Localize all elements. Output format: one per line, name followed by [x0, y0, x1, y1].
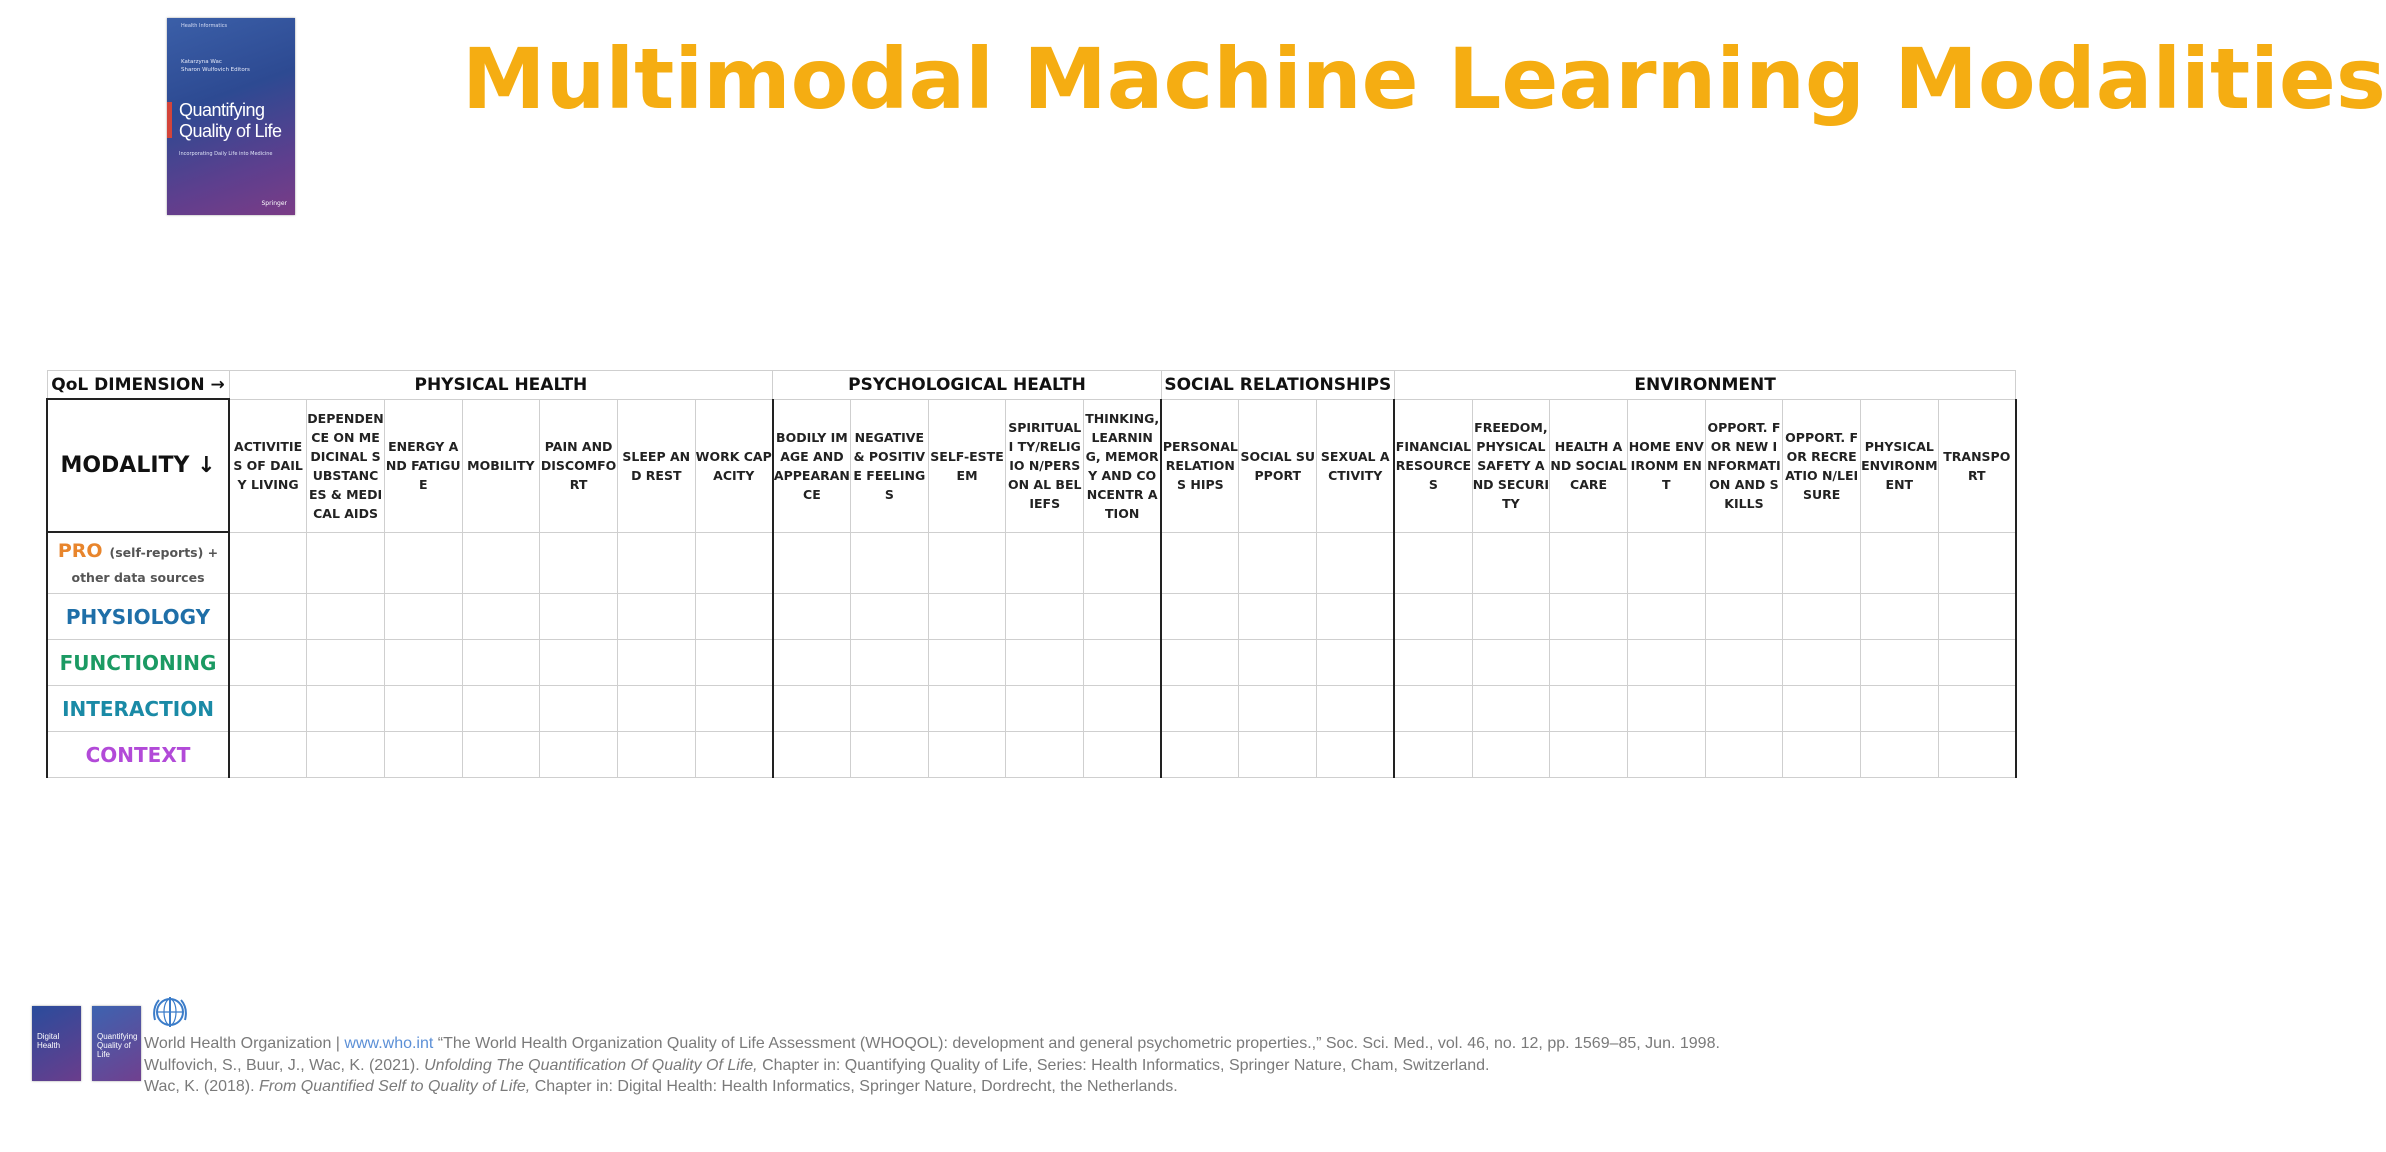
table-cell [1860, 686, 1938, 732]
dimension-column-header: PERSONAL RELATIONS HIPS [1161, 399, 1239, 532]
table-cell [1627, 640, 1705, 686]
table-cell [462, 594, 540, 640]
table-cell [1627, 532, 1705, 594]
table-cell [1006, 686, 1084, 732]
group-physical-health: PHYSICAL HEALTH [229, 371, 773, 400]
table-cell [307, 732, 385, 778]
table-cell [1394, 686, 1472, 732]
book-editor-line: Katarzyna Wac [181, 59, 222, 65]
table-cell [773, 732, 851, 778]
table-cell [540, 640, 618, 686]
group-environment: ENVIRONMENT [1394, 371, 2016, 400]
qol-dimension-label: QoL DIMENSION → [47, 371, 229, 400]
table-cell [540, 732, 618, 778]
table-cell [1472, 686, 1550, 732]
dimension-column-header: SEXUAL ACTIVITY [1317, 399, 1395, 532]
table-cell [540, 594, 618, 640]
dimension-column-header: SPIRITUALI TY/RELIGIO N/PERSON AL BELIEFS [1006, 399, 1084, 532]
ref-text: Chapter in: Digital Health: Health Informatics, Springer Nature, Dordrecht, the Netherlands. [534, 1078, 1178, 1095]
table-cell [1938, 640, 2016, 686]
table-cell [1317, 686, 1395, 732]
table-cell [851, 594, 929, 640]
pro-label: PRO [57, 540, 103, 562]
dimension-column-header: HOME ENVIRONM ENT [1627, 399, 1705, 532]
table-cell [1783, 532, 1861, 594]
table-cell [307, 594, 385, 640]
table-cell [229, 594, 307, 640]
dimension-column-row [47, 399, 2016, 532]
ref-text: Wulfovich, S., Buur, J., Wac, K. (2021). [144, 1056, 420, 1074]
table-cell [928, 732, 1006, 778]
ref-italic-title: From Quantified Self to Quality of Life, [259, 1078, 531, 1095]
table-cell [462, 640, 540, 686]
table-cell [307, 686, 385, 732]
book-cover-image [167, 18, 295, 215]
table-cell [229, 640, 307, 686]
reference-3 [144, 1076, 1720, 1098]
table-cell [1317, 594, 1395, 640]
table-cell [540, 686, 618, 732]
table-cell [1239, 594, 1317, 640]
reference-2 [144, 1055, 1720, 1077]
table-cell [1239, 686, 1317, 732]
dimension-column-header: NEGATIVE & POSITIVE FEELINGS [851, 399, 929, 532]
book-editor-line: Sharon Wulfovich Editors [181, 67, 250, 73]
dimension-column-header: OPPORT. FOR NEW INFORMATI ON AND SKILLS [1705, 399, 1783, 532]
table-cell [1705, 594, 1783, 640]
table-cell [851, 532, 929, 594]
digital-health-book-thumbnail [32, 1006, 81, 1081]
table-cell [384, 732, 462, 778]
table-cell [1239, 732, 1317, 778]
table-cell [773, 532, 851, 594]
table-row-pro [47, 532, 2016, 594]
table-cell [773, 686, 851, 732]
dimension-column-header: FINANCIAL RESOURCE S [1394, 399, 1472, 532]
table-cell [1084, 686, 1162, 732]
book-publisher: Springer [261, 200, 287, 207]
ref-italic-title: Unfolding The Quantification Of Quality Of Life, [424, 1056, 758, 1074]
dimension-column-header: BODILY IMAGE AND APPEARAN CE [773, 399, 851, 532]
table-cell [1938, 594, 2016, 640]
table-cell [1627, 594, 1705, 640]
table-cell [851, 640, 929, 686]
table-cell [1705, 686, 1783, 732]
table-cell [773, 640, 851, 686]
table-cell [1783, 732, 1861, 778]
dimension-column-header: SELF-ESTEEM [928, 399, 1006, 532]
table-cell [1394, 594, 1472, 640]
row-label-pro [47, 532, 229, 594]
table-cell [695, 594, 773, 640]
who-logo-icon [150, 994, 190, 1030]
ref-text: Wac, K. (2018). [144, 1078, 255, 1095]
dimension-column-header: ACTIVITIES OF DAILY LIVING [229, 399, 307, 532]
table-cell [1006, 532, 1084, 594]
table-cell [1161, 532, 1239, 594]
table-cell [1550, 640, 1628, 686]
book-accent-bar [167, 102, 172, 138]
table-cell [928, 640, 1006, 686]
table-cell [1783, 594, 1861, 640]
table-cell [617, 732, 695, 778]
table-cell [307, 532, 385, 594]
table-cell [1783, 686, 1861, 732]
table-cell [1472, 532, 1550, 594]
table-cell [928, 532, 1006, 594]
dimension-column-header: ENERGY AND FATIGUE [384, 399, 462, 532]
table-cell [1239, 532, 1317, 594]
dimension-column-header: SLEEP AND REST [617, 399, 695, 532]
reference-1 [144, 1033, 1720, 1055]
table-cell [695, 732, 773, 778]
ref-text: Chapter in: Quantifying Quality of Life, Series: Health Informatics, Springer Nature, Cham, Switzerland. [762, 1056, 1490, 1074]
dimension-group-row [47, 371, 2016, 400]
dimension-column-header: PAIN AND DISCOMFO RT [540, 399, 618, 532]
table-cell [1006, 732, 1084, 778]
table-cell [1550, 732, 1628, 778]
table-cell [695, 686, 773, 732]
table-cell [229, 532, 307, 594]
table-row-modality [47, 640, 2016, 686]
table-cell [851, 732, 929, 778]
table-cell [1394, 532, 1472, 594]
table-cell [1550, 594, 1628, 640]
table-cell [1860, 640, 1938, 686]
table-cell [1783, 640, 1861, 686]
modality-row-label: FUNCTIONING [47, 640, 229, 686]
modality-rows [47, 532, 2016, 778]
table-cell [1472, 640, 1550, 686]
mini-book-title: Digital Health [37, 1032, 61, 1050]
dimension-column-header: HEALTH AND SOCIAL CARE [1550, 399, 1628, 532]
table-cell [1705, 732, 1783, 778]
table-cell [928, 686, 1006, 732]
book-title [179, 100, 282, 142]
table-cell [617, 594, 695, 640]
book-title-line: Quantifying [179, 100, 265, 120]
table-cell [384, 640, 462, 686]
dimension-column-header: OPPORT. FOR RECREATIO N/LEISURE [1783, 399, 1861, 532]
table-cell [384, 686, 462, 732]
table-cell [617, 532, 695, 594]
table-cell [1627, 686, 1705, 732]
quantifying-qol-book-thumbnail [92, 1006, 141, 1081]
ref-text: World Health Organization | [144, 1035, 340, 1052]
group-psychological-health: PSYCHOLOGICAL HEALTH [773, 371, 1161, 400]
table-cell [1317, 532, 1395, 594]
table-cell [928, 594, 1006, 640]
dimension-column-header: PHYSICAL ENVIRONM ENT [1860, 399, 1938, 532]
table-cell [1161, 686, 1239, 732]
modality-row-label: INTERACTION [47, 686, 229, 732]
table-cell [1550, 532, 1628, 594]
table-cell [462, 532, 540, 594]
table-cell [1394, 640, 1472, 686]
table-cell [1161, 732, 1239, 778]
who-link[interactable]: www.who.int [344, 1035, 434, 1052]
dimension-column-header: THINKING, LEARNING, MEMORY AND CONCENTR ATION [1084, 399, 1162, 532]
book-title-line: Quality of Life [179, 121, 282, 141]
table-cell [695, 640, 773, 686]
table-cell [229, 732, 307, 778]
table-cell [307, 640, 385, 686]
table-cell [617, 686, 695, 732]
table-cell [1550, 686, 1628, 732]
table-cell [1938, 686, 2016, 732]
modality-label: MODALITY ↓ [47, 399, 229, 532]
table-cell [1472, 594, 1550, 640]
table-cell [1860, 732, 1938, 778]
dimension-column-header: DEPENDEN CE ON MEDICINAL SUBSTANC ES & MEDICAL AIDS [307, 399, 385, 532]
table-cell [1317, 640, 1395, 686]
book-editors [181, 58, 250, 74]
table-cell [617, 640, 695, 686]
qol-modality-table [46, 370, 2017, 778]
table-cell [229, 686, 307, 732]
ref-text: “The World Health Organization Quality of Life Assessment (WHOQOL): development and general psychometric properties.,” Soc. Sci. Med., vol. 46, no. 12, pp. 1569–85, Jun. 1998. [437, 1035, 1720, 1052]
table-cell [1084, 640, 1162, 686]
book-subtitle: Incorporating Daily Life into Medicine [179, 151, 273, 157]
table-cell [773, 594, 851, 640]
table-cell [1161, 594, 1239, 640]
dimension-column-header: FREEDOM, PHYSICAL SAFETY AND SECURITY [1472, 399, 1550, 532]
table-row-modality [47, 686, 2016, 732]
table-cell [1394, 732, 1472, 778]
modality-row-label: CONTEXT [47, 732, 229, 778]
table-cell [695, 532, 773, 594]
table-cell [1472, 732, 1550, 778]
table-cell [1161, 640, 1239, 686]
dimension-column-header: MOBILITY [462, 399, 540, 532]
table-cell [1860, 594, 1938, 640]
table-cell [1239, 640, 1317, 686]
table-cell [540, 532, 618, 594]
mini-book-title: Quantifying Quality of Life [97, 1032, 138, 1059]
table-cell [462, 686, 540, 732]
slide-title: Multimodal Machine Learning Modalities [462, 30, 2386, 128]
dimension-column-header: TRANSPORT [1938, 399, 2016, 532]
table-cell [462, 732, 540, 778]
dimension-column-header: SOCIAL SUPPORT [1239, 399, 1317, 532]
table-cell [1317, 732, 1395, 778]
table-row-modality [47, 732, 2016, 778]
table-cell [1006, 594, 1084, 640]
book-series: Health Informatics [181, 23, 228, 29]
dimension-column-header: WORK CAPACITY [695, 399, 773, 532]
table-row-modality [47, 594, 2016, 640]
modality-row-label: PHYSIOLOGY [47, 594, 229, 640]
table-cell [1705, 532, 1783, 594]
table-cell [1938, 732, 2016, 778]
references [144, 1033, 1720, 1098]
table-cell [1084, 594, 1162, 640]
table-cell [1627, 732, 1705, 778]
group-social-relationships: SOCIAL RELATIONSHIPS [1161, 371, 1394, 400]
table-cell [1938, 532, 2016, 594]
table-cell [384, 532, 462, 594]
table-cell [1705, 640, 1783, 686]
table-cell [1006, 640, 1084, 686]
table-cell [1084, 532, 1162, 594]
table-cell [1860, 532, 1938, 594]
table-cell [1084, 732, 1162, 778]
pro-detail: (self-reports) + other data sources [71, 545, 219, 585]
table-cell [851, 686, 929, 732]
table-cell [384, 594, 462, 640]
